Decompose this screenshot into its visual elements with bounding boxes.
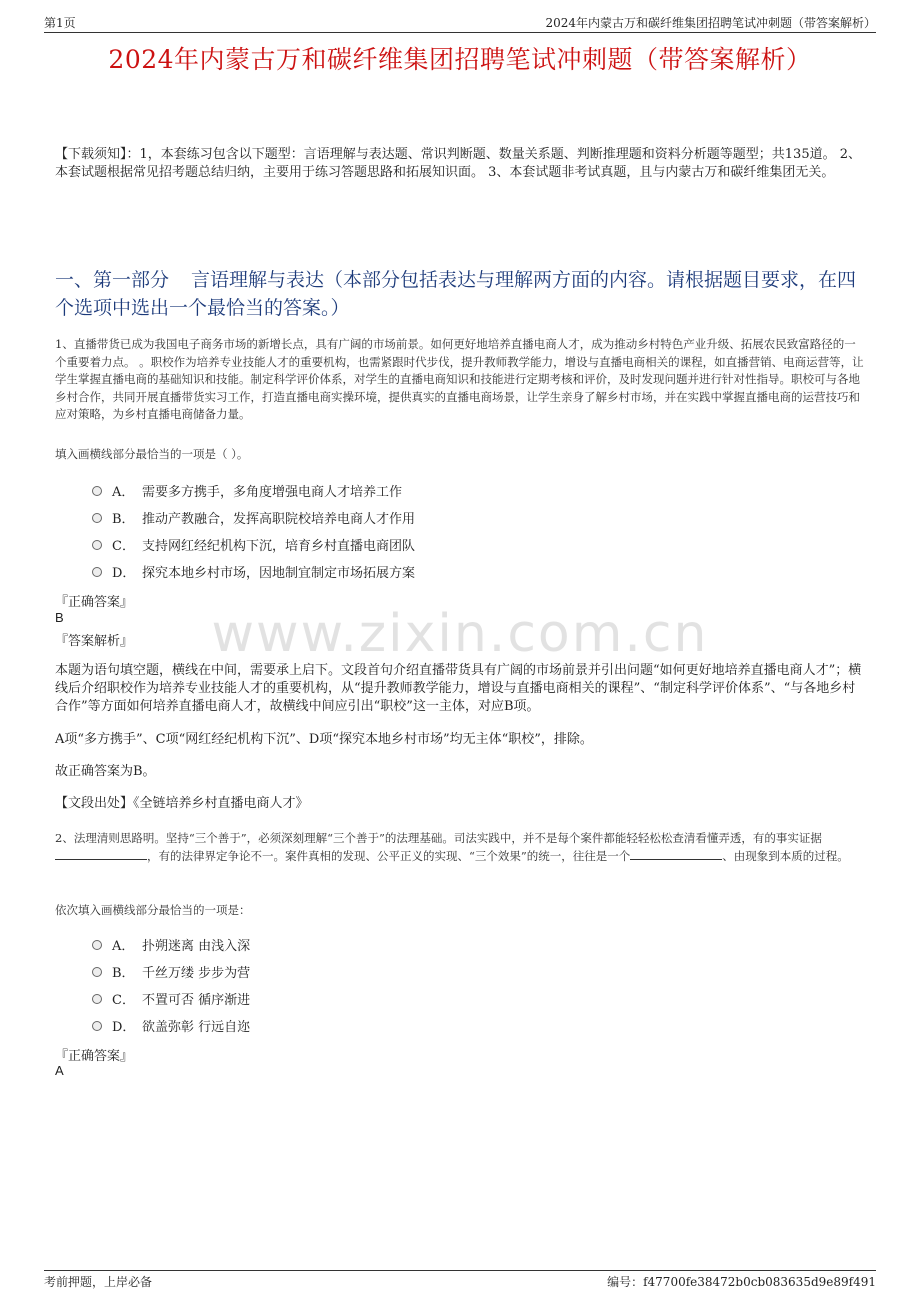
option-text: 需要多方携手，多角度增强电商人才培养工作 — [142, 485, 403, 500]
radio-icon[interactable] — [92, 486, 102, 496]
question-2-options — [92, 931, 250, 1039]
option-d[interactable] — [92, 558, 415, 585]
download-notice: 【下载须知】：1，本套练习包含以下题型：言语理解与表达题、常识判断题、数量关系题、判断推理题和资料分析题等题型；共135道。 2、本套试题根据常见招考题总结归纳，主要用于练习答题思路和拓展知识面。 3、本套试题非考试真题，且与内蒙古万和碳纤维集团无关。 — [55, 147, 861, 180]
question-2-text-part: 、由现象到本质的过程。 — [722, 848, 849, 863]
section-title: 言语理解与表达（本部分包括表达与理解两方面的内容。请根据题目要求，在四个选项中选出一个最恰当的答案。） — [55, 269, 857, 319]
question-2-text — [55, 830, 865, 865]
section-heading — [55, 266, 865, 322]
radio-icon[interactable] — [92, 994, 102, 1004]
page-header — [44, 12, 876, 33]
option-text: 探究本地乡村市场，因地制宜制定市场拓展方案 — [142, 566, 416, 581]
question-2-text-part: 2、法理清则思路明。坚持“三个善于”，必须深刻理解“三个善于”的法理基础。司法实践中，并不是每个案件都能轻轻松松查清看懂弄透，有的事实证据 — [55, 831, 822, 845]
document-title: 2024年内蒙古万和碳纤维集团招聘笔试冲刺题（带答案解析） — [108, 45, 812, 74]
document-id: 编号：f47700fe38472b0cb083635d9e89f491 — [607, 1275, 876, 1289]
option-letter: A． — [112, 939, 135, 954]
fill-blank — [55, 849, 147, 860]
radio-icon[interactable] — [92, 540, 102, 550]
analysis-conclusion: 故正确答案为B。 — [55, 764, 156, 779]
question-2-text-part: ，有的法律界定争论不一。案件真相的发现、公平正义的实现、“三个效果”的统一，往往是一个 — [147, 848, 631, 863]
passage-source: 【文段出处】《全链培养乡村直播电商人才》 — [55, 796, 309, 811]
option-text: 扑朔迷离 由浅入深 — [142, 939, 251, 954]
header-doc-title: 2024年内蒙古万和碳纤维集团招聘笔试冲刺题（带答案解析） — [545, 16, 876, 30]
correct-answer: B — [55, 610, 64, 625]
option-letter: D． — [112, 566, 136, 581]
question-1-text: 1、直播带货已成为我国电子商务市场的新增长点，具有广阔的市场前景。如何更好地培养直播电商人才，成为推动乡村特色产业升级、拓展农民致富路径的一个重要着力点。 。职校作为培养专业技能人才的重要机构，也需紧跟时代步伐，提升教师教学能力，增设与直播电商相关的课程，如直播营销、电商运营等，让学生掌握直播电商的基础知识和技能。制定科学评价体系，对学生的直播电商知识和技能进行定期考核和评价，及时发现问题并进行针对性指导。职校可与各地乡村合作，共同开展直播带货实习工作，打造直播电商实操环境，提供真实的直播电商场景，让学生亲身了解乡村市场，并在实践中掌握直播电商的运营技巧和应对策略，为乡村直播电商储备力量。 — [55, 337, 864, 421]
radio-icon[interactable] — [92, 967, 102, 977]
question-1-prompt: 填入画横线部分最恰当的一项是（ ）。 — [55, 447, 249, 461]
question-2-prompt: 依次填入画横线部分最恰当的一项是： — [55, 903, 251, 917]
footer-slogan: 考前押题，上岸必备 — [44, 1275, 153, 1289]
option-b[interactable] — [92, 504, 415, 531]
radio-icon[interactable] — [92, 513, 102, 523]
option-text: 支持网红经纪机构下沉，培育乡村直播电商团队 — [142, 539, 416, 554]
option-letter: C． — [112, 539, 135, 554]
option-letter: C． — [112, 993, 135, 1008]
page-footer — [44, 1270, 876, 1289]
option-text: 千丝万缕 步步为营 — [142, 966, 251, 981]
analysis-label: 『答案解析』 — [55, 634, 134, 649]
fill-blank — [630, 849, 722, 860]
option-a[interactable] — [92, 477, 415, 504]
radio-icon[interactable] — [92, 1021, 102, 1031]
correct-answer: A — [55, 1063, 64, 1078]
answer-label: 『正确答案』 — [55, 1049, 134, 1064]
radio-icon[interactable] — [92, 567, 102, 577]
option-text: 欲盖弥彰 行远自迩 — [142, 1020, 251, 1035]
analysis-paragraph: 本题为语句填空题，横线在中间，需要承上启下。文段首句介绍直播带货具有广阔的市场前景并引出问题“如何更好地培养直播电商人才”；横线后介绍职校作为培养专业技能人才的重要机构，从“提升教师教学能力，增设与直播电商相关的课程”、“制定科学评价体系”、“与各地乡村合作”等方面如何培养直播电商人才，故横线中间应引出“职校”这一主体，对应B项。 — [55, 663, 862, 714]
answer-label: 『正确答案』 — [55, 595, 134, 610]
option-text: 推动产教融合，发挥高职院校培养电商人才作用 — [142, 512, 416, 527]
analysis-paragraph: A项“多方携手”、C项“网红经纪机构下沉”、D项“探究本地乡村市场”均无主体“职校”，排除。 — [55, 732, 593, 747]
question-1-options — [92, 477, 415, 585]
section-part: 一、第一部分 — [55, 269, 170, 291]
page-number: 第1页 — [44, 16, 76, 30]
option-letter: A． — [112, 485, 135, 500]
option-c[interactable] — [92, 531, 415, 558]
option-text: 不置可否 循序渐进 — [142, 993, 251, 1008]
option-b[interactable] — [92, 958, 250, 985]
option-a[interactable] — [92, 931, 250, 958]
option-letter: B． — [112, 966, 135, 981]
option-d[interactable] — [92, 1012, 250, 1039]
option-letter: D． — [112, 1020, 136, 1035]
watermark: www.zixin.com.cn — [211, 604, 709, 664]
option-c[interactable] — [92, 985, 250, 1012]
radio-icon[interactable] — [92, 940, 102, 950]
option-letter: B． — [112, 512, 135, 527]
